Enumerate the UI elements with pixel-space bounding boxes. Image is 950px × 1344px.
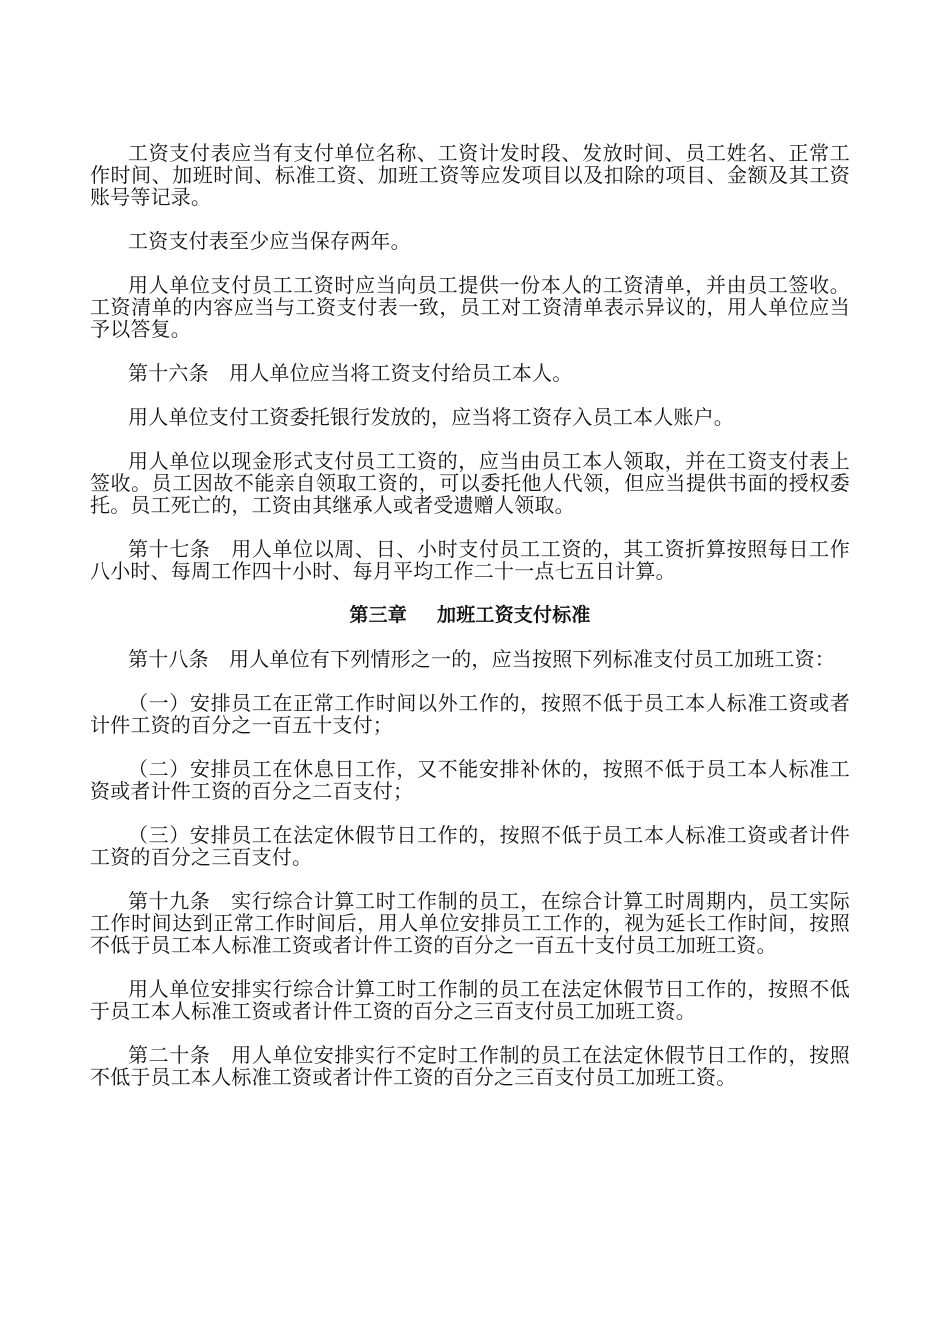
paragraph-payroll-retention: 工资支付表至少应当保存两年。: [128, 229, 411, 253]
paragraph-payroll-record-content: 工资支付表应当有支付单位名称、工资计发时段、发放时间、员工姓名、正常工作时间、加班时间、标准工资、加班工资等应发项目以及扣除的项目、金额及其工资账号等记录。: [90, 141, 850, 209]
paragraph-comprehensive-hours-holiday: 用人单位安排实行综合计算工时工作制的员工在法定休假节日工作的，按照不低于员工本人标准工资或者计件工资的百分之三百支付员工加班工资。: [90, 977, 850, 1023]
paragraph-cash-payment: 用人单位以现金形式支付员工工资的，应当由员工本人领取，并在工资支付表上签收。员工因故不能亲自领取工资的，可以委托他人代领，但应当提供书面的授权委托。员工死亡的，工资由其继承人或者受遗赠人领取。: [90, 449, 850, 517]
chapter-heading: [90, 604, 850, 626]
paragraph-article-18-item-3: （三）安排员工在法定休假节日工作的，按照不低于员工本人标准工资或者计件工资的百分之三百支付。: [90, 823, 850, 869]
paragraph-article-16: 第十六条 用人单位应当将工资支付给员工本人。: [128, 361, 573, 385]
paragraph-article-19: 第十九条 实行综合计算工时工作制的员工，在综合计算工时周期内，员工实际工作时间达到正常工作时间后，用人单位安排员工工作的，视为延长工作时间，按照不低于员工本人标准工资或者计件工资的百分之一百五十支付员工加班工资。: [90, 889, 850, 957]
paragraph-article-18-item-2: （二）安排员工在休息日工作，又不能安排补休的，按照不低于员工本人标准工资或者计件工资的百分之二百支付；: [90, 757, 850, 803]
paragraph-article-20: 第二十条 用人单位安排实行不定时工作制的员工在法定休假节日工作的，按照不低于员工本人标准工资或者计件工资的百分之三百支付员工加班工资。: [90, 1043, 850, 1089]
chapter-title: 加班工资支付标准: [437, 604, 591, 626]
paragraph-wage-slip: 用人单位支付员工工资时应当向员工提供一份本人的工资清单，并由员工签收。工资清单的内容应当与工资支付表一致，员工对工资清单表示异议的，用人单位应当予以答复。: [90, 273, 850, 341]
paragraph-article-18-item-1: （一）安排员工在正常工作时间以外工作的，按照不低于员工本人标准工资或者计件工资的百分之一百五十支付；: [90, 691, 850, 737]
paragraph-bank-payment: 用人单位支付工资委托银行发放的，应当将工资存入员工本人账户。: [128, 405, 734, 429]
chapter-number: 第三章: [349, 604, 407, 626]
paragraph-article-18: 第十八条 用人单位有下列情形之一的，应当按照下列标准支付员工加班工资：: [128, 647, 835, 671]
paragraph-article-17: 第十七条 用人单位以周、日、小时支付员工工资的，其工资折算按照每日工作八小时、每周工作四十小时、每月平均工作二十一点七五日计算。: [90, 537, 850, 583]
document-page: [90, 142, 850, 1110]
